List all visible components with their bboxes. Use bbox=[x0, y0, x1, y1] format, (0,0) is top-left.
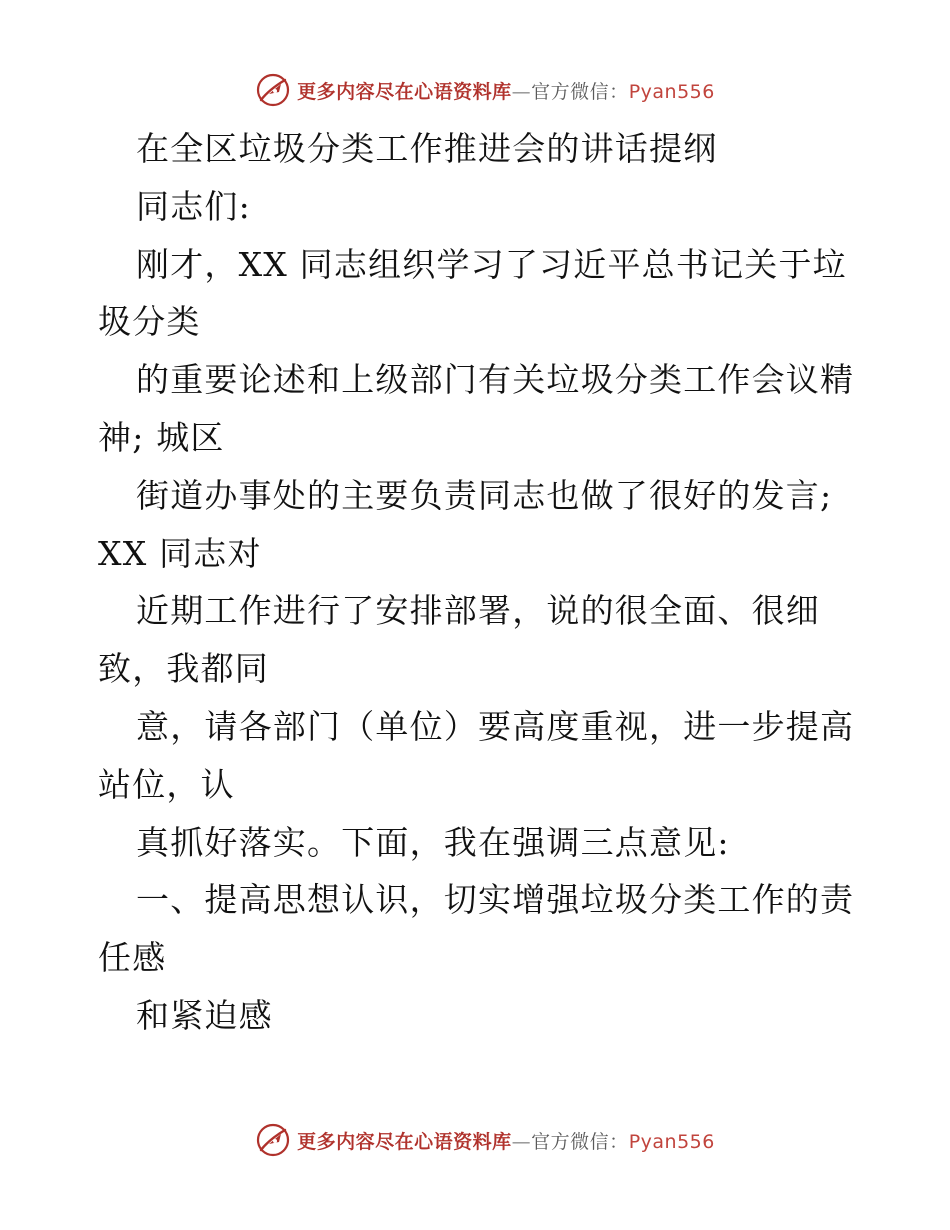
salutation: 同志们: bbox=[136, 186, 251, 226]
section-heading-line: 和紧迫感 bbox=[136, 995, 273, 1035]
footer-dash: — bbox=[511, 1130, 532, 1153]
paragraph-line: 近期工作进行了安排部署，说的很全面、很细 bbox=[136, 591, 820, 631]
paragraph-line: 圾分类 bbox=[98, 302, 201, 342]
header-brand-text: 更多内容尽在心语资料库 bbox=[297, 80, 512, 103]
header-dash: — bbox=[511, 80, 532, 103]
paragraph-line: 街道办事处的主要负责同志也做了很好的发言; bbox=[136, 475, 833, 515]
header-banner-content bbox=[255, 72, 715, 108]
document-title: 在全区垃圾分类工作推进会的讲话提纲 bbox=[136, 129, 718, 168]
footer-banner-content bbox=[255, 1122, 715, 1158]
footer-banner-text bbox=[297, 1127, 715, 1154]
footer-brand-text: 更多内容尽在心语资料库 bbox=[297, 1130, 512, 1153]
paragraph-line: XX 同志对 bbox=[98, 533, 262, 573]
header-wechat-id: Pyan556 bbox=[628, 80, 715, 103]
paragraph-line: 真抓好落实。下面，我在强调三点意见: bbox=[136, 822, 730, 862]
footer-banner bbox=[0, 1118, 950, 1162]
document-body bbox=[98, 120, 858, 1045]
section-heading-line: 一、提高思想认识，切实增强垃圾分类工作的责 bbox=[136, 880, 855, 920]
header-banner bbox=[0, 68, 950, 112]
header-wechat-label: 官方微信： bbox=[531, 80, 629, 103]
paragraph-line: 致，我都同 bbox=[98, 649, 269, 689]
paragraph-line: 刚才，XX 同志组织学习了习近平总书记关于垃 bbox=[136, 244, 847, 284]
pen-nib-logo-icon bbox=[255, 1122, 291, 1158]
paragraph-line: 站位，认 bbox=[98, 764, 235, 804]
section-heading-line: 任感 bbox=[98, 938, 167, 978]
footer-wechat-label: 官方微信： bbox=[531, 1130, 629, 1153]
paragraph-line: 意，请各部门（单位）要高度重视，进一步提高 bbox=[136, 706, 855, 746]
pen-nib-logo-icon bbox=[255, 72, 291, 108]
paragraph-line: 的重要论述和上级部门有关垃圾分类工作会议精 bbox=[136, 360, 855, 400]
paragraph-line: 神; 城区 bbox=[98, 417, 225, 457]
footer-wechat-id: Pyan556 bbox=[628, 1130, 715, 1153]
header-banner-text bbox=[297, 77, 715, 104]
